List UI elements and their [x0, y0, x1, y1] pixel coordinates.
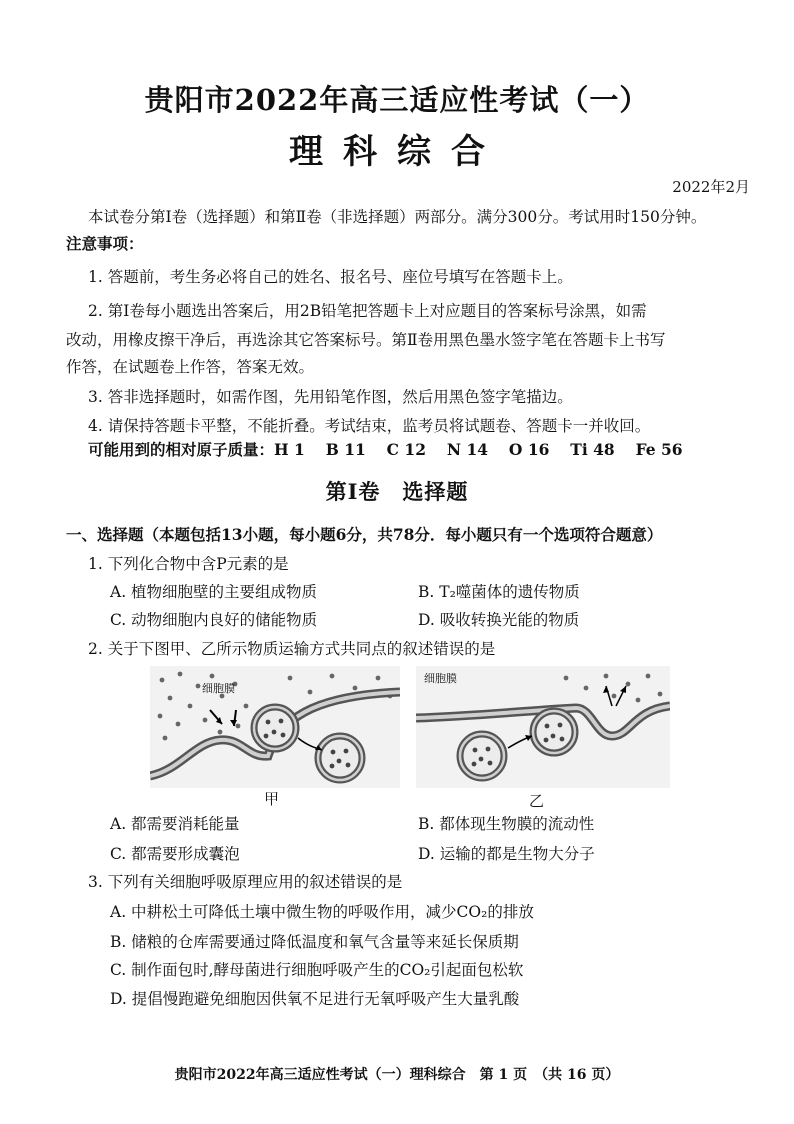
question-2-stem: 2. 关于下图甲、乙所示物质运输方式共同点的叙述错误的是: [88, 640, 496, 658]
note-item-1: 1. 答题前，考生务必将自己的姓名、报名号、座位号填写在答题卡上。: [88, 268, 573, 286]
question-1-option-d: D. 吸收转换光能的物质: [418, 611, 580, 629]
exam-title: 贵阳市2022年高三适应性考试（一）: [144, 83, 650, 117]
page-footer: 贵阳市2022年高三适应性考试（一）理科综合 第 1 页 （共 16 页）: [174, 1067, 620, 1083]
intro-text: 本试卷分第Ⅰ卷（选择题）和第Ⅱ卷（非选择题）两部分。满分300分。考试用时150分钟。: [88, 208, 707, 226]
question-1-option-a: A. 植物细胞壁的主要组成物质: [110, 583, 318, 601]
figure-endocytosis: [150, 666, 400, 788]
question-1-option-b: B. T₂噬菌体的遗传物质: [418, 583, 580, 601]
note-item-2-line-2: 改动，用橡皮擦干净后，再选涂其它答案标号。第Ⅱ卷用黑色墨水签字笔在答题卡上书写: [66, 331, 666, 349]
note-item-2-line-1: 2. 第Ⅰ卷每小题选出答案后，用2B铅笔把答题卡上对应题目的答案标号涂黑，如需: [88, 302, 647, 320]
note-item-2-line-3: 作答，在试题卷上作答，答案无效。: [66, 358, 315, 376]
note-item-4: 4. 请保持答题卡平整，不能折叠。考试结束，监考员将试题卷、答题卡一并收回。: [88, 417, 651, 435]
exam-subject: 理科综合: [289, 132, 505, 172]
question-3-option-c: C. 制作面包时,酵母菌进行细胞呼吸产生的CO₂引起面包松软: [110, 961, 524, 979]
question-2-option-d: D. 运输的都是生物大分子: [418, 845, 595, 863]
question-3-option-b: B. 储粮的仓库需要通过降低温度和氧气含量等来延长保质期: [110, 933, 519, 951]
figure-right-caption: 乙: [529, 792, 545, 810]
question-1-stem: 1. 下列化合物中含P元素的是: [88, 555, 289, 573]
exam-date: 2022年2月: [672, 178, 750, 196]
atomic-mass-line: 可能用到的相对原子质量：H 1 B 11 C 12 N 14 O 16 Ti 48 Fe 56: [88, 440, 683, 459]
notes-heading: 注意事项：: [66, 234, 144, 253]
figure-left-caption: 甲: [264, 790, 280, 808]
question-1-option-c: C. 动物细胞内良好的储能物质: [110, 611, 318, 629]
figure-left-membrane-label: 细胞膜: [202, 682, 235, 695]
section-title: 第Ⅰ卷 选择题: [325, 479, 469, 504]
figure-right-membrane-label: 细胞膜: [424, 672, 457, 685]
section-instructions: 一、选择题（本题包括13小题，每小题6分，共78分．每小题只有一个选项符合题意）: [66, 525, 663, 544]
question-3-option-d: D. 提倡慢跑避免细胞因供氧不足进行无氧呼吸产生大量乳酸: [110, 990, 520, 1008]
question-3-option-a: A. 中耕松土可降低土壤中微生物的呼吸作用，减少CO₂的排放: [110, 903, 534, 921]
question-2-option-b: B. 都体现生物膜的流动性: [418, 815, 595, 833]
note-item-3: 3. 答非选择题时，如需作图，先用铅笔作图，然后用黑色签字笔描边。: [88, 388, 573, 406]
question-2-option-a: A. 都需要消耗能量: [110, 815, 240, 833]
question-3-stem: 3. 下列有关细胞呼吸原理应用的叙述错误的是: [88, 873, 403, 891]
question-2-option-c: C. 都需要形成囊泡: [110, 845, 240, 863]
